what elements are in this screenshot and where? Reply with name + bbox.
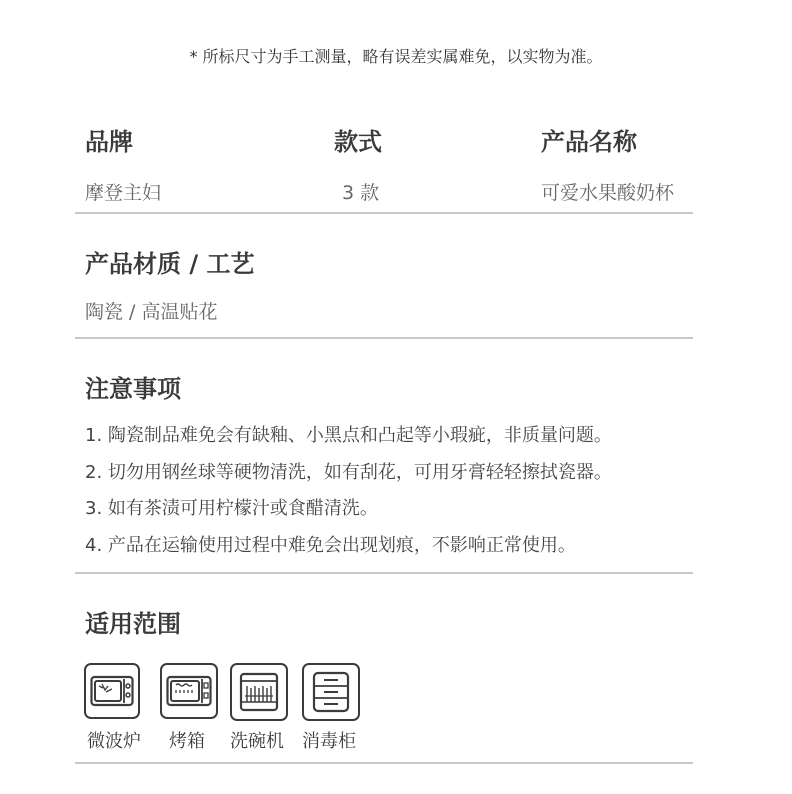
brand-value: 摩登主妇 [85, 182, 162, 204]
care-item: 4. 产品在运输使用过程中难免会出现划痕，不影响正常使用。 [85, 534, 576, 556]
usage-microwave [84, 663, 141, 752]
oven-icon [160, 663, 218, 719]
usage-dishwasher [230, 663, 288, 752]
usage-label-sterilizer: 消毒柜 [302, 731, 356, 752]
usage-label: 适用范围 [85, 610, 181, 638]
usage-label-oven: 烤箱 [169, 731, 205, 752]
divider [75, 337, 693, 339]
care-list [85, 423, 612, 569]
divider [75, 572, 693, 574]
measurement-note: * 所标尺寸为手工测量，略有误差实属难免，以实物为准。 [189, 47, 603, 66]
material-label: 产品材质 / 工艺 [85, 250, 255, 278]
style-label: 款式 [334, 128, 382, 156]
divider [75, 212, 693, 214]
product-name-value: 可爱水果酸奶杯 [541, 182, 675, 204]
style-value: 3 款 [342, 182, 380, 204]
usage-oven [160, 663, 218, 752]
care-item: 3. 如有茶渍可用柠檬汁或食醋清洗。 [85, 498, 378, 519]
usage-label-microwave: 微波炉 [87, 731, 141, 752]
microwave-icon [84, 663, 140, 719]
care-item: 2. 切勿用钢丝球等硬物清洗，如有刮花，可用牙膏轻轻擦拭瓷器。 [85, 461, 612, 483]
brand-label: 品牌 [85, 128, 133, 156]
sterilizer-cabinet-icon [302, 663, 360, 721]
product-name-label: 产品名称 [541, 128, 637, 156]
usage-label-dishwasher: 洗碗机 [230, 731, 284, 752]
divider [75, 762, 693, 764]
dishwasher-icon [230, 663, 288, 721]
care-item: 1. 陶瓷制品难免会有缺釉、小黑点和凸起等小瑕疵，非质量问题。 [85, 425, 612, 446]
usage-sterilizer [302, 663, 360, 752]
material-value: 陶瓷 / 高温贴花 [85, 301, 218, 323]
care-label: 注意事项 [85, 375, 181, 403]
